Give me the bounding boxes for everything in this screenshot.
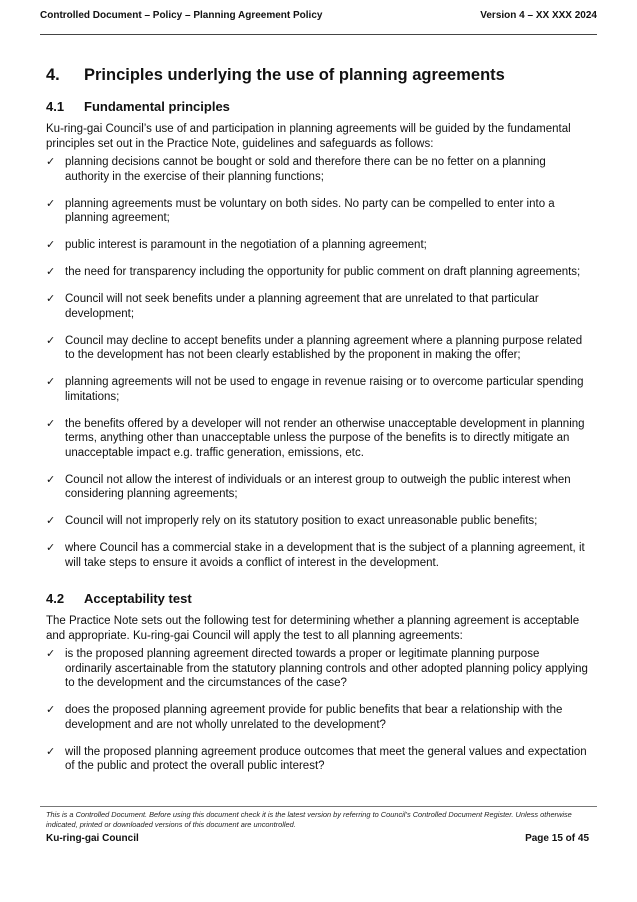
checkmark-icon: ✓ (46, 239, 56, 251)
list-item-text: Council will not seek benefits under a planning agreement that are unrelated to that particular development; (65, 293, 539, 320)
checkmark-icon: ✓ (46, 745, 56, 758)
checkmark-icon: ✓ (46, 473, 56, 486)
list-item-text: does the proposed planning agreement provide for public benefits that bear a relationship with the development and are not wholly unrelated to the development? (65, 704, 563, 731)
checkmark-icon: ✓ (46, 704, 56, 716)
list-item (46, 541, 589, 570)
checkmark-icon: ✓ (46, 197, 56, 210)
subsection-heading-4-1 (46, 99, 589, 114)
list-item (46, 334, 589, 363)
subsection-intro: Ku-ring-gai Council’s use of and participation in planning agreements will be guided by the fundamental principles set out in the Practice Note, guidelines and safeguards as follows: (46, 123, 571, 150)
checkmark-icon: ✓ (46, 293, 56, 305)
checkmark-icon: ✓ (46, 376, 56, 388)
page-number: Page 15 of 45 (525, 833, 589, 844)
list-item (46, 703, 589, 732)
list-item-text: where Council has a commercial stake in a development that is the subject of a planning agreement, it will take steps to ensure it avoids a conflict of interest in the development. (65, 542, 585, 569)
list-item-text: planning decisions cannot be bought or sold and therefore there can be no fetter on a planning authority in the exercise of their planning functions; (65, 156, 546, 183)
list-item-text: Council not allow the interest of individuals or an interest group to outweigh the public interest when considering planning agreements; (65, 473, 571, 500)
list-item-text: Council will not improperly rely on its statutory position to exact unreasonable public benefits; (65, 515, 538, 527)
list-item (46, 417, 589, 461)
list-item (46, 514, 589, 529)
list-item (46, 647, 589, 691)
section-title: Principles underlying the use of planning agreements (84, 66, 505, 84)
list-item-text: Council may decline to accept benefits under a planning agreement where a planning purpose related to the development has not been clearly established by the proponent in making the offer; (65, 334, 583, 361)
subsection-intro: The Practice Note sets out the following test for determining whether a planning agreement is acceptable and appropriate. Ku-ring-gai Council will apply the test to all planning agreements: (46, 615, 580, 642)
header-version: Version 4 – XX XXX 2024 (480, 10, 597, 21)
subsection-number: 4.2 (46, 591, 65, 606)
list-item (46, 375, 589, 404)
footer-organisation: Ku-ring-gai Council (46, 833, 139, 844)
checkmark-icon: ✓ (46, 542, 56, 554)
list-item-text: planning agreements must be voluntary on both sides. No party can be compelled to enter into a planning agreement; (65, 197, 555, 224)
header-divider (40, 34, 597, 35)
checkmark-icon: ✓ (46, 417, 56, 430)
section-heading (46, 66, 589, 85)
checkmark-icon: ✓ (46, 156, 56, 168)
list-item (46, 745, 589, 774)
list-item-text: will the proposed planning agreement produce outcomes that meet the general values and expectation of the public and protect the overall public interest? (65, 745, 587, 772)
subsection-title: Acceptability test (84, 591, 192, 606)
list-item (46, 238, 589, 253)
acceptability-test-list (46, 647, 589, 774)
list-item-text: the need for transparency including the opportunity for public comment on draft planning agreements; (65, 266, 581, 278)
list-item-text: public interest is paramount in the negotiation of a planning agreement; (65, 239, 427, 251)
checkmark-icon: ✓ (46, 266, 56, 278)
subsection-number: 4.1 (46, 99, 65, 114)
list-item-text: the benefits offered by a developer will not render an otherwise unacceptable development in planning terms, anything other than unacceptable unless the purpose of the benefits is to directly mitigate an unacceptable impact e.g. traffic generation, emissions, etc. (65, 417, 585, 459)
page-content (46, 66, 589, 786)
checkmark-icon: ✓ (46, 648, 56, 660)
subsection-title: Fundamental principles (84, 99, 230, 114)
list-item (46, 292, 589, 321)
list-item (46, 473, 589, 502)
section-number: 4. (46, 66, 60, 84)
list-item-text: planning agreements will not be used to engage in revenue raising or to overcome particular spending limitations; (65, 376, 584, 403)
list-item-text: is the proposed planning agreement directed towards a proper or legitimate planning purpose ordinarily ascertainable from the statutory planning controls and other adopted planning policy applying to the development and the circumstances of the case? (65, 648, 588, 689)
principles-list (46, 155, 589, 570)
controlled-document-disclaimer: This is a Controlled Document. Before using this document check it is the latest version by referring to Council’s Controlled Document Register. Unless otherwise indicated, printed or downloaded versions of this document are uncontrolled. (46, 810, 572, 829)
list-item (46, 197, 589, 226)
checkmark-icon: ✓ (46, 515, 56, 527)
subsection-heading-4-2 (46, 591, 589, 606)
list-item (46, 265, 589, 280)
header-document-title: Controlled Document – Policy – Planning Agreement Policy (40, 10, 323, 21)
checkmark-icon: ✓ (46, 334, 56, 347)
footer-divider (40, 806, 597, 807)
list-item (46, 155, 589, 184)
